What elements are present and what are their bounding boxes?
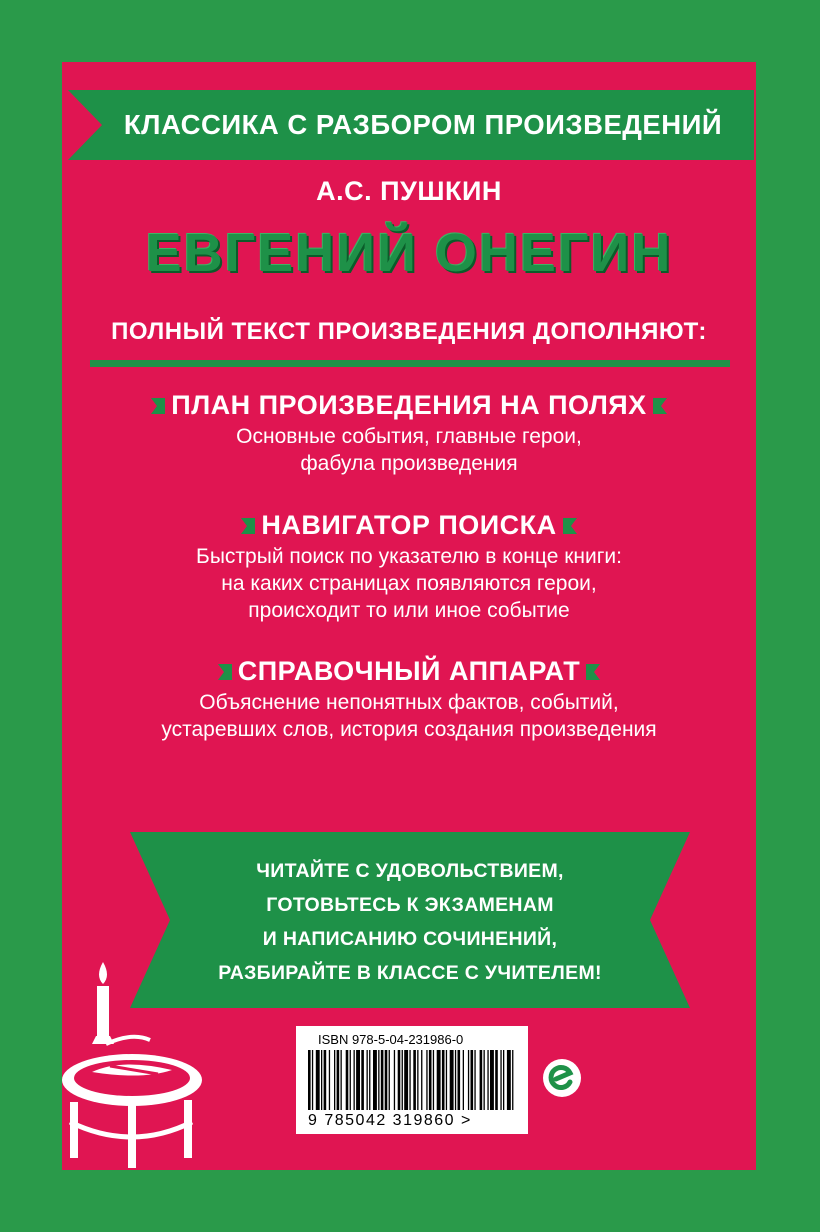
barcode-bar	[446, 1050, 447, 1110]
barcode-bar	[385, 1050, 388, 1110]
barcode-bar	[500, 1050, 501, 1110]
barcode-bar	[480, 1050, 483, 1110]
feature-desc-line: устаревших слов, история создания произведения	[161, 718, 657, 741]
barcode-bar	[437, 1050, 441, 1110]
barcode-bar	[356, 1050, 360, 1110]
barcode-bar	[361, 1050, 364, 1110]
ribbon-bullet-icon	[653, 398, 667, 414]
barcode-bar	[334, 1050, 335, 1110]
feature-block-reference	[62, 656, 756, 743]
barcode-bar	[394, 1050, 395, 1110]
barcode-bar	[455, 1050, 456, 1110]
barcode-bar	[503, 1050, 504, 1110]
barcode-bar	[463, 1050, 464, 1110]
cta-line: РАЗБИРАЙТЕ В КЛАССЕ С УЧИТЕЛЕМ!	[218, 962, 602, 984]
book-title: ЕВГЕНИЙ ОНЕГИН	[145, 223, 673, 283]
ribbon-bullet-icon	[218, 664, 232, 680]
barcode-bar	[367, 1050, 368, 1110]
barcode-number: 9 785042 319860 >	[308, 1112, 472, 1129]
feature-desc-line: Основные события, главные герои,	[236, 425, 582, 448]
barcode-bar	[474, 1050, 475, 1110]
barcode-bar	[373, 1050, 377, 1110]
feature-desc-line: Объяснение непонятных фактов, событий,	[199, 691, 619, 714]
barcode-bar	[381, 1050, 384, 1110]
barcode-bar	[321, 1050, 322, 1110]
barcode-bar	[442, 1050, 445, 1110]
barcode-bar	[316, 1050, 320, 1110]
barcode-bar	[402, 1050, 403, 1110]
barcode-bar	[404, 1050, 408, 1110]
ribbon-bullet-icon	[563, 518, 577, 534]
barcode-bar	[512, 1050, 513, 1110]
barcode-bar	[346, 1050, 349, 1110]
barcode-bar	[312, 1050, 313, 1110]
barcode-bar	[398, 1050, 401, 1110]
barcode-bar	[433, 1050, 434, 1110]
feature-desc-line: происходит то или иное событие	[248, 599, 570, 622]
feature-desc-line: на каких страницах появляются герои,	[221, 572, 597, 595]
ribbon-bullet-icon	[586, 664, 600, 680]
barcode-bar	[409, 1050, 410, 1110]
barcode-bar	[495, 1050, 498, 1110]
barcode-bar	[458, 1050, 461, 1110]
barcode	[306, 1050, 518, 1110]
barcode-bar	[369, 1050, 370, 1110]
cta-line: ЧИТАЙТЕ С УДОВОЛЬСТВИЕМ,	[256, 860, 564, 882]
barcode-bar	[429, 1050, 432, 1110]
barcode-bar	[421, 1050, 422, 1110]
feature-heading: СПРАВОЧНЫЙ АППАРАТ	[237, 656, 581, 686]
barcode-bar	[308, 1050, 311, 1110]
barcode-bar	[487, 1050, 488, 1110]
barcode-bar	[490, 1050, 494, 1110]
publisher-logo-icon	[542, 1058, 582, 1098]
barcode-bar	[350, 1050, 351, 1110]
divider-rule	[90, 360, 730, 367]
feature-desc-line: фабула произведения	[300, 452, 518, 475]
author-name: А.С. ПУШКИН	[316, 176, 502, 206]
barcode-bar	[341, 1050, 342, 1110]
barcode-bar	[468, 1050, 469, 1110]
barcode-bar	[484, 1050, 485, 1110]
barcode-bar	[324, 1050, 327, 1110]
series-ribbon	[68, 90, 754, 160]
series-label: КЛАССИКА С РАЗБОРОМ ПРОИЗВЕДЕНИЙ	[123, 109, 723, 140]
ribbon-bullet-icon	[241, 518, 255, 534]
feature-desc-line: Быстрый поиск по указателю в конце книги:	[196, 545, 622, 568]
barcode-bar	[337, 1050, 340, 1110]
barcode-bar	[413, 1050, 416, 1110]
barcode-bar	[389, 1050, 390, 1110]
ribbon-bullet-icon	[151, 398, 165, 414]
cta-line: И НАПИСАНИЮ СОЧИНЕНИЙ,	[262, 928, 558, 950]
barcode-bar	[471, 1050, 474, 1110]
barcode-label	[296, 1026, 528, 1134]
features-intro: ПОЛНЫЙ ТЕКСТ ПРОИЗВЕДЕНИЯ ДОПОЛНЯЮТ:	[111, 318, 707, 345]
barcode-bar	[378, 1050, 379, 1110]
barcode-bar	[426, 1050, 427, 1110]
barcode-bar	[450, 1050, 454, 1110]
feature-block-navigator	[62, 510, 756, 624]
candle-icon	[62, 962, 242, 1170]
cta-line: ГОТОВЬТЕСЬ К ЭКЗАМЕНАМ	[266, 894, 554, 916]
red-panel	[62, 62, 756, 1170]
barcode-bar	[417, 1050, 418, 1110]
barcode-bar	[354, 1050, 355, 1110]
barcode-bar	[329, 1050, 330, 1110]
feature-heading: ПЛАН ПРОИЗВЕДЕНИЯ НА ПОЛЯХ	[171, 390, 647, 420]
feature-block-plan	[62, 390, 756, 477]
barcode-bar	[507, 1050, 511, 1110]
isbn-text: ISBN 978-5-04-231986-0	[318, 1032, 464, 1047]
feature-heading: НАВИГАТОР ПОИСКА	[261, 510, 557, 540]
